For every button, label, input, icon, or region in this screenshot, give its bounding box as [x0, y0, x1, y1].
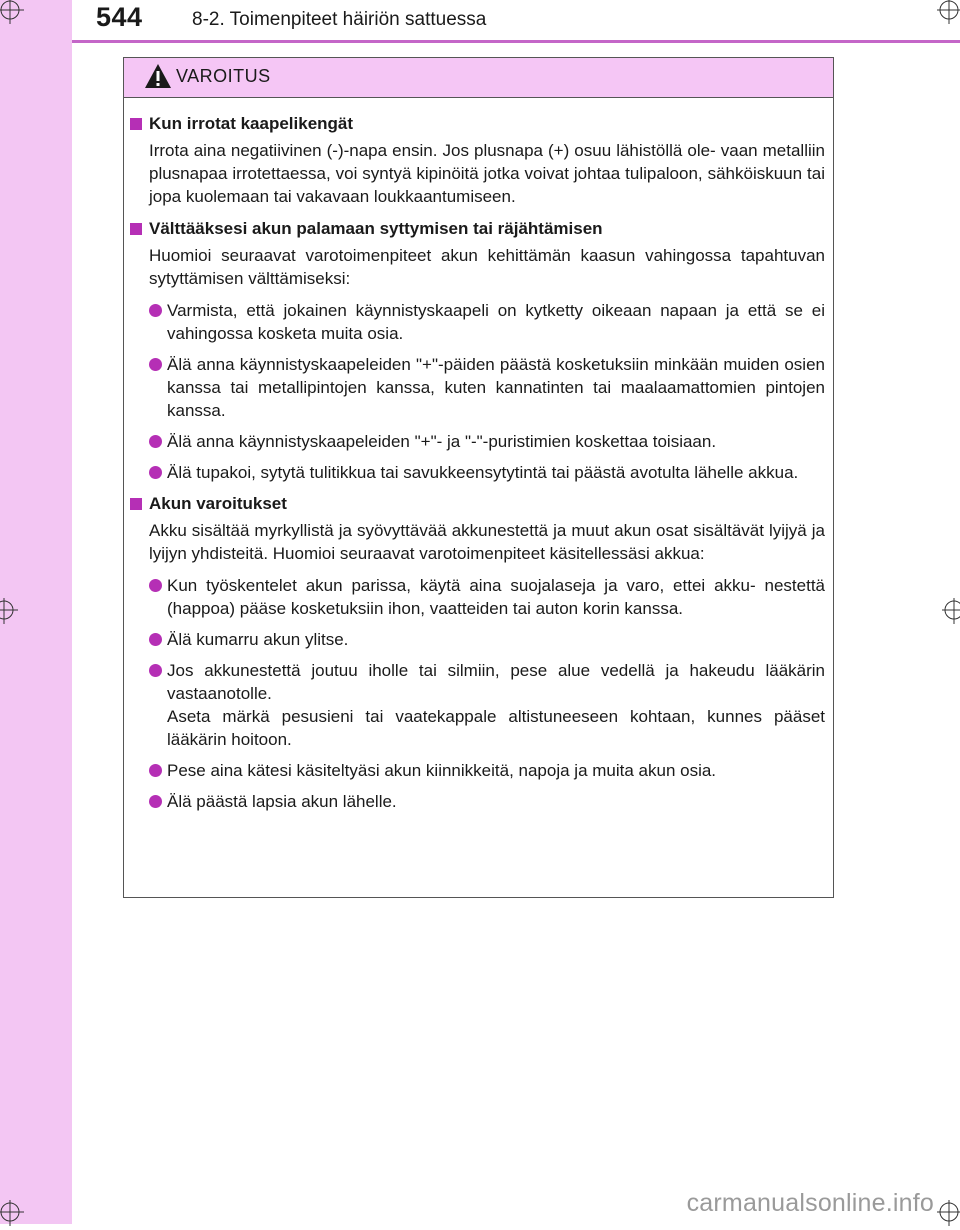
- section-paragraph: Akku sisältää myrkyllistä ja syövyttävää akkunestettä ja muut akun osat sisältävät lyijyä ja lyijyn yhdisteitä. Huomioi seuraavat varotoimenpiteet käsitellessäsi akkua:: [149, 521, 825, 563]
- list-item-extra-text: Aseta märkä pesusieni tai vaatekappale altistuneeseen kohtaan, kunnes pääset lääkärin hoitoon.: [167, 707, 825, 749]
- list-item: [130, 353, 825, 422]
- warning-body: [124, 98, 833, 813]
- circle-bullet-icon: [149, 304, 162, 317]
- circle-bullet-icon: [149, 764, 162, 777]
- list-item-text: Jos akkunestettä joutuu iholle tai silmiin, pese alue vedellä ja hakeudu lääkärin vastaanotolle.: [167, 661, 825, 703]
- crop-mark-bottom-right-icon: [937, 1200, 960, 1230]
- circle-bullet-icon: [149, 435, 162, 448]
- square-bullet-icon: [130, 118, 142, 130]
- section-heading-text: Välttääksesi akun palamaan syttymisen tai räjähtämisen: [149, 219, 603, 238]
- warning-title: VAROITUS: [176, 66, 271, 86]
- section-heading: [130, 492, 825, 515]
- circle-bullet-icon: [149, 358, 162, 371]
- section-heading-text: Kun irrotat kaapelikengät: [149, 114, 354, 133]
- section-paragraph: Huomioi seuraavat varotoimenpiteet akun kehittämän kaasun vahingossa tapahtuvan sytyttämisen välttämiseksi:: [149, 246, 825, 288]
- warning-box: [123, 57, 834, 898]
- list-item-text: Kun työskentelet akun parissa, käytä aina suojalaseja ja varo, ettei akku- nestettä (happoa) pääse kosketuksiin ihon, vaatteiden tai auton korin kanssa.: [167, 576, 825, 618]
- list-item-text: Älä kumarru akun ylitse.: [167, 630, 349, 649]
- circle-bullet-icon: [149, 664, 162, 677]
- crop-mark-middle-right-icon: [942, 598, 960, 628]
- page-number: 544: [96, 2, 143, 32]
- list-item-text: Älä anna käynnistyskaapeleiden "+"- ja "-"-puristimien koskettaa toisiaan.: [167, 432, 717, 451]
- warning-triangle-icon: [144, 63, 172, 94]
- crop-mark-top-right-icon: [937, 0, 960, 28]
- header-rule: [72, 40, 960, 43]
- crop-mark-top-left-icon: [0, 0, 28, 28]
- section-title: 8-2. Toimenpiteet häiriön sattuessa: [192, 9, 487, 30]
- list-item-text: Älä tupakoi, sytytä tulitikkua tai savukkeensytytintä tai päästä avotulta lähelle akkua.: [167, 463, 799, 482]
- circle-bullet-icon: [149, 579, 162, 592]
- list-item: [130, 790, 825, 813]
- square-bullet-icon: [130, 498, 142, 510]
- circle-bullet-icon: [149, 633, 162, 646]
- list-item: [130, 759, 825, 782]
- list-item: [130, 659, 825, 751]
- crop-mark-middle-left-icon: [0, 598, 22, 628]
- crop-mark-bottom-left-icon: [0, 1200, 28, 1230]
- warning-header: [124, 58, 833, 98]
- list-item-text: Varmista, että jokainen käynnistyskaapeli on kytketty oikeaan napaan ja että se ei vahingossa kosketa muita osia.: [167, 301, 825, 343]
- section-heading-text: Akun varoitukset: [149, 494, 287, 513]
- list-item: [130, 430, 825, 453]
- list-item-text: Älä päästä lapsia akun lähelle.: [167, 792, 397, 811]
- list-item-text: Pese aina kätesi käsiteltyäsi akun kiinnikkeitä, napoja ja muita akun osia.: [167, 761, 717, 780]
- list-item-text: Älä anna käynnistyskaapeleiden "+"-päiden päästä kosketuksiin minkään muiden osien kanssa tai metallipintojen kanssa, kuten kannatinten tai maalaamattomien pintojen kanssa.: [167, 355, 825, 420]
- section-heading: [130, 217, 825, 240]
- circle-bullet-icon: [149, 795, 162, 808]
- section-paragraph: Irrota aina negatiivinen (-)-napa ensin. Jos plusnapa (+) osuu lähistöllä ole- vaan metalliin plusnapaa irrotettaessa, voi syntyä kipinöitä jotka voivat johtaa tulipaloon, sähköiskuun tai jopa kuolemaan tai vakavaan loukkaantumiseen.: [149, 141, 825, 206]
- watermark: carmanualsonline.info: [686, 1189, 934, 1217]
- square-bullet-icon: [130, 223, 142, 235]
- list-item: [130, 299, 825, 345]
- list-item: [130, 628, 825, 651]
- circle-bullet-icon: [149, 466, 162, 479]
- list-item: [130, 574, 825, 620]
- list-item: [130, 461, 825, 484]
- section-heading: [130, 112, 825, 135]
